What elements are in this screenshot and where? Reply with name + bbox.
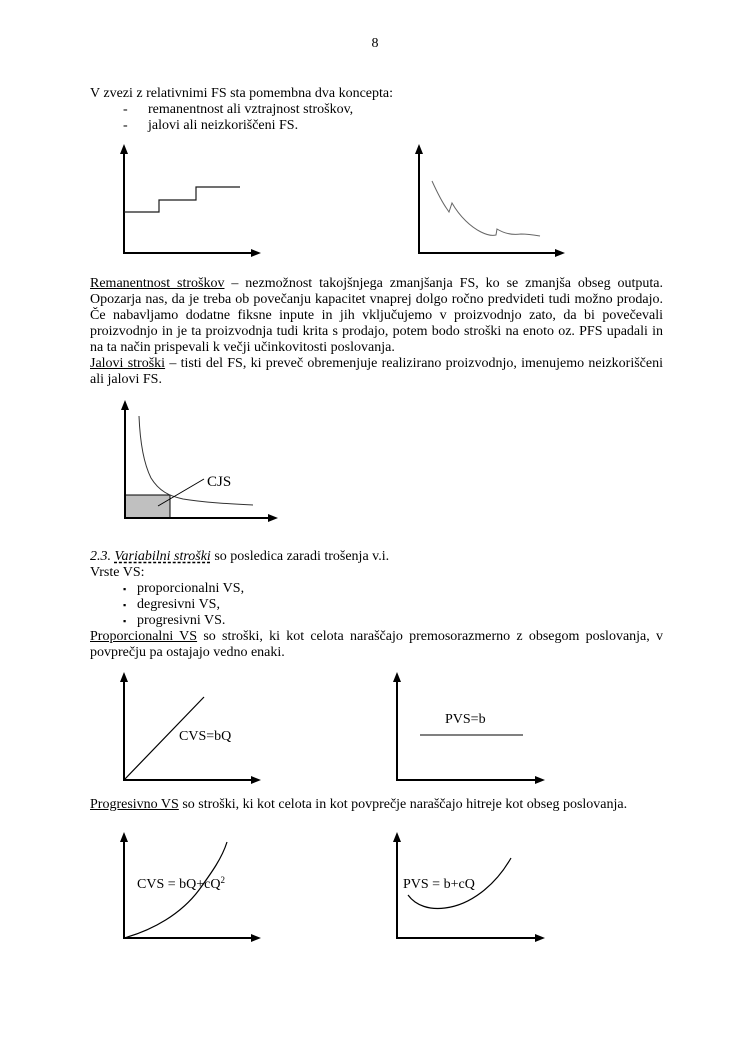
x-axis-arrow-icon — [251, 934, 261, 942]
page-number: 8 — [371, 36, 379, 51]
paragraph-progresivno — [90, 797, 663, 813]
y-axis-arrow-icon — [393, 832, 401, 842]
list-bullet: - — [123, 102, 128, 117]
square-bullet-icon: ▪ — [123, 616, 127, 626]
paragraph-remanentnost — [90, 276, 663, 356]
list-item-label: degresivni VS, — [137, 597, 220, 612]
y-axis-arrow-icon — [121, 400, 129, 410]
list-item — [90, 581, 663, 597]
text-segment: so stroški, ki kot celota naraščajo premosorazmerno z obsegom poslovanja, v povprečju pa ostajajo vedno enaki. — [90, 629, 663, 660]
vrste-label: Vrste VS: — [90, 565, 145, 580]
step-cost-curve — [124, 187, 240, 212]
list-item-label: remanentnost ali vztrajnost stroškov, — [148, 102, 354, 117]
x-axis-arrow-icon — [555, 249, 565, 257]
y-axis-arrow-icon — [415, 144, 423, 154]
x-axis-arrow-icon — [268, 514, 278, 522]
remanentnost-block — [90, 276, 663, 388]
figure-cjs — [103, 396, 298, 542]
text-segment: Remanentnost stroškov — [90, 276, 225, 291]
cvs-progressive-label — [137, 875, 225, 892]
list-item-label: proporcionalni VS, — [137, 581, 245, 596]
paragraph-jalovi — [90, 356, 663, 388]
y-axis-arrow-icon — [120, 832, 128, 842]
list-item — [90, 613, 663, 629]
label-base: CVS = bQ+cQ — [137, 877, 221, 892]
intro-lead: V zvezi z relativnimi FS sta pomembna dva koncepta: — [90, 86, 393, 101]
section-2-3-block — [90, 549, 663, 661]
list-item — [90, 118, 670, 134]
x-axis-arrow-icon — [251, 249, 261, 257]
cvs-linear-label: CVS=bQ — [179, 729, 232, 744]
text-segment: Proporcionalni VS — [90, 629, 198, 644]
label-superscript: 2 — [220, 875, 225, 885]
list-bullet: - — [123, 118, 128, 133]
text-segment: Variabilni stroški — [114, 549, 211, 564]
progresivno-block — [90, 797, 663, 813]
list-item-label: progresivni VS. — [137, 613, 226, 628]
text-segment: Progresivno VS — [90, 797, 179, 812]
pvs-progressive-label: PVS = b+cQ — [403, 877, 475, 892]
section-heading — [90, 549, 663, 565]
text-segment: so posledica zaradi trošenja v.i. — [210, 549, 390, 564]
list-item-label: jalovi ali neizkoriščeni FS. — [148, 118, 299, 133]
paragraph-proporcionalni — [90, 629, 663, 661]
x-axis-arrow-icon — [535, 934, 545, 942]
figure-pvs-progressive — [380, 826, 555, 948]
text-segment: – nezmožnost takojšnjega zmanjšanja FS, ko se zmanjša obseg outputa. Opozarja nas, da je treba ob povečanju kapacitet vnaprej dolgo ročno predvideti tudi možno prodajo. Če nabavljamo dodatne fiksne inpute in jih vključujemo v proizvodnjo zato, da bi povečevali proizvodnjo in je ta proizvodnja tudi krita s prodajo, potem bodo stroški na enoto oz. PFS upadali in na ta način prispevali k večji učinkovitosti poslovanja. — [90, 276, 664, 355]
list-item — [90, 597, 663, 613]
pvs-constant-label: PVS=b — [445, 712, 486, 727]
x-axis-arrow-icon — [535, 776, 545, 784]
y-axis-arrow-icon — [120, 144, 128, 154]
square-bullet-icon: ▪ — [123, 584, 127, 594]
figure-step-fixed-costs — [103, 138, 273, 262]
square-bullet-icon: ▪ — [123, 600, 127, 610]
figure-unit-fixed-costs — [393, 138, 573, 262]
figure-pvs-constant — [383, 666, 555, 788]
text-segment: 2.3. — [90, 549, 115, 564]
text-segment: so stroški, ki kot celota in kot povprečje naraščajo hitreje kot obseg poslovanja. — [178, 797, 628, 812]
shaded-cost-rectangle — [126, 495, 171, 518]
list-item — [90, 102, 670, 118]
x-axis-arrow-icon — [251, 776, 261, 784]
y-axis-arrow-icon — [393, 672, 401, 682]
hyperbola-curve — [139, 416, 253, 505]
text-segment: – tisti del FS, ki preveč obremenjuje realizirano proizvodnjo, imenujemo neizkoriščeni ali jalovi FS. — [90, 356, 664, 387]
intro-block — [90, 86, 670, 134]
text-segment: Jalovi stroški — [90, 356, 166, 371]
figure-cvs-linear — [103, 666, 273, 788]
decreasing-cost-curve — [432, 181, 540, 236]
figure-cvs-progressive — [103, 826, 273, 948]
y-axis-arrow-icon — [120, 672, 128, 682]
cjs-label: CJS — [207, 474, 232, 490]
